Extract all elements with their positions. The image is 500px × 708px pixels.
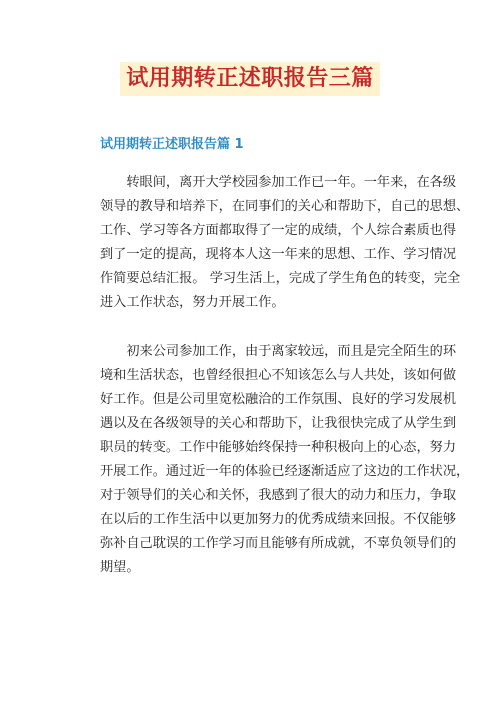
paragraph-line: 在以后的工作生活中以更加努力的优秀成绩来回报。不仅能够: [100, 512, 457, 527]
paragraph-line: 转眼间，离开大学校园参加工作已一年。一年来，在各级: [100, 175, 457, 190]
paragraph-1: [100, 171, 470, 315]
document-title: 试用期转正述职报告三篇: [120, 62, 380, 96]
paragraph-line: 到了一定的提高，现将本人这一年来的思想、工作、学习情况: [100, 247, 457, 262]
paragraph-line: 工作、学习等各方面都取得了一定的成绩，个人综合素质也得: [100, 223, 457, 238]
paragraph-line: 作简要总结汇报。 学习生活上，完成了学生角色的转变，完全: [100, 271, 461, 286]
title-container: [0, 62, 500, 96]
paragraph-line: 弥补自己耽误的工作学习而且能够有所成就，不辜负领导们的: [100, 536, 457, 551]
paragraph-line: 境和生活状态，也曾经很担心不知该怎么与人共处，该如何做: [100, 368, 457, 383]
paragraph-2: [100, 340, 470, 580]
paragraph-line: 开展工作。通过近一年的体验已经逐渐适应了这边的工作状况，: [100, 464, 470, 479]
paragraph-line: 职员的转变。工作中能够始终保持一种积极向上的心态，努力: [100, 440, 457, 455]
paragraph-line: 进入工作状态，努力开展工作。: [100, 295, 285, 310]
paragraph-line: 对于领导们的关心和关怀，我感到了很大的动力和压力，争取: [100, 488, 457, 503]
section-heading: 试用期转正述职报告篇 1: [100, 137, 244, 152]
paragraph-line: 遇以及在各级领导的关心和帮助下，让我很快完成了从学生到: [100, 416, 457, 431]
paragraph-line: 好工作。但是公司里宽松融洽的工作氛围、良好的学习发展机: [100, 392, 457, 407]
paragraph-line: 领导的教导和培养下，在同事们的关心和帮助下，自己的思想、: [100, 199, 470, 214]
paragraph-line: 期望。: [100, 560, 140, 575]
paragraph-line: 初来公司参加工作，由于离家较远，而且是完全陌生的环: [100, 344, 457, 359]
